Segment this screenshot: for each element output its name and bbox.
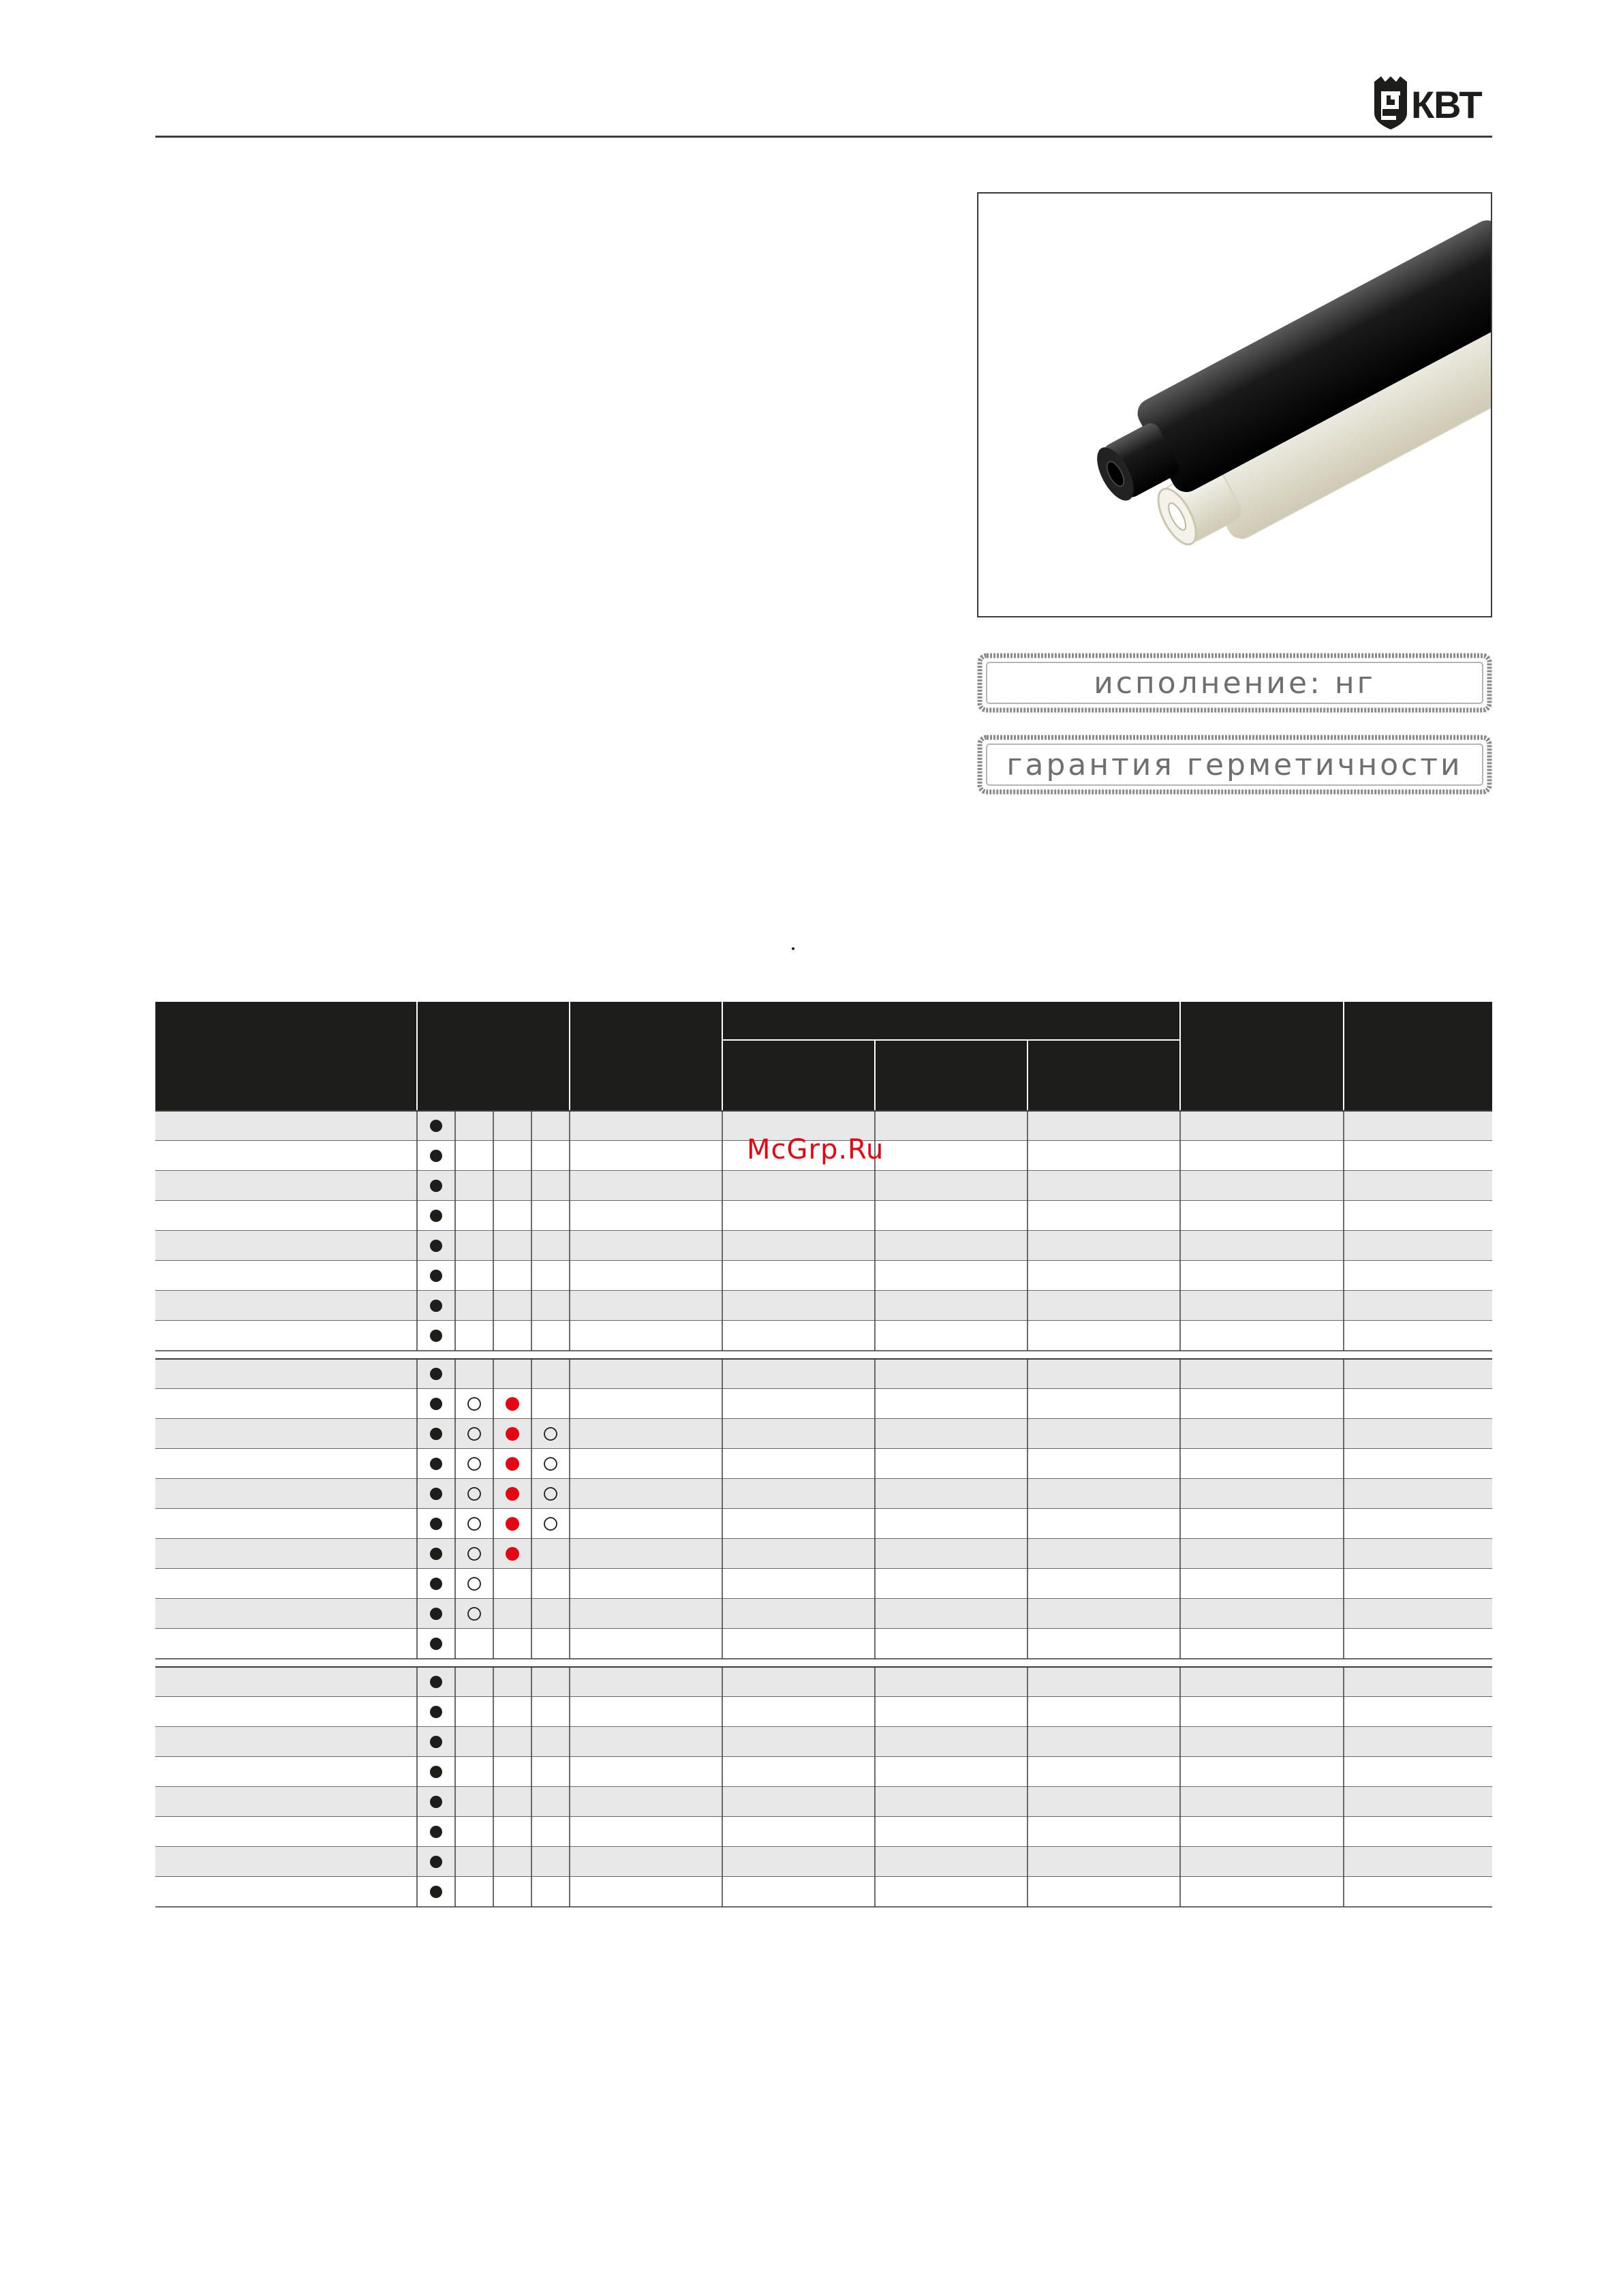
marker-filled — [430, 1706, 442, 1718]
table-header — [155, 1002, 1492, 1111]
table-row — [155, 1231, 1492, 1261]
marker-filled — [430, 1150, 442, 1162]
marker-filled — [430, 1518, 442, 1530]
product-photo — [977, 192, 1492, 617]
marker-red — [506, 1397, 519, 1411]
marker-red — [506, 1517, 519, 1531]
marker-red — [506, 1487, 519, 1501]
marker-filled — [430, 1398, 442, 1410]
watermark: McGrp.Ru — [747, 1134, 884, 1165]
table-row — [155, 1569, 1492, 1599]
marker-red — [506, 1427, 519, 1441]
stamp-text: исполнение: нг — [1094, 665, 1376, 701]
marker-filled — [430, 1638, 442, 1650]
marker-filled — [430, 1736, 442, 1748]
table-row — [155, 1449, 1492, 1479]
table-row — [155, 1629, 1492, 1659]
table-row — [155, 1787, 1492, 1817]
stamp-flame-retardant — [977, 653, 1492, 713]
marker-filled — [430, 1548, 442, 1560]
marker-filled — [430, 1826, 442, 1838]
marker-filled — [430, 1300, 442, 1312]
table-row — [155, 1419, 1492, 1449]
table-row — [155, 1667, 1492, 1697]
brand-name: КВТ — [1411, 83, 1482, 126]
table-row — [155, 1817, 1492, 1847]
table-row — [155, 1291, 1492, 1321]
table-row — [155, 1757, 1492, 1787]
table-row — [155, 1539, 1492, 1569]
marker-filled — [430, 1886, 442, 1898]
marker-filled — [430, 1488, 442, 1500]
table-row — [155, 1261, 1492, 1291]
dot-mark — [792, 947, 794, 950]
marker-filled — [430, 1676, 442, 1688]
table-row — [155, 1359, 1492, 1389]
marker-filled — [430, 1766, 442, 1778]
marker-filled — [430, 1796, 442, 1808]
table-row — [155, 1847, 1492, 1877]
table-row — [155, 1697, 1492, 1727]
table-row — [155, 1479, 1492, 1509]
table-row — [155, 1321, 1492, 1351]
table-row — [155, 1171, 1492, 1201]
table-row — [155, 1877, 1492, 1907]
kvt-logo — [1372, 75, 1481, 131]
table-row — [155, 1201, 1492, 1231]
marker-red — [506, 1547, 519, 1561]
stamp-sealing-guarantee — [977, 735, 1492, 795]
marker-filled — [430, 1578, 442, 1590]
table-row — [155, 1509, 1492, 1539]
stamp-text: гарантия герметичности — [1006, 747, 1463, 782]
marker-filled — [430, 1120, 442, 1132]
shield-icon — [1372, 75, 1410, 131]
header-divider — [155, 136, 1492, 138]
marker-filled — [430, 1368, 442, 1380]
marker-filled — [430, 1180, 442, 1192]
marker-filled — [430, 1856, 442, 1868]
table-row — [155, 1599, 1492, 1629]
marker-filled — [430, 1458, 442, 1470]
marker-filled — [430, 1608, 442, 1620]
marker-filled — [430, 1240, 442, 1252]
marker-red — [506, 1457, 519, 1471]
marker-filled — [430, 1330, 442, 1342]
table-row — [155, 1727, 1492, 1757]
table-row — [155, 1389, 1492, 1419]
marker-filled — [430, 1210, 442, 1222]
marker-filled — [430, 1428, 442, 1440]
marker-filled — [430, 1270, 442, 1282]
